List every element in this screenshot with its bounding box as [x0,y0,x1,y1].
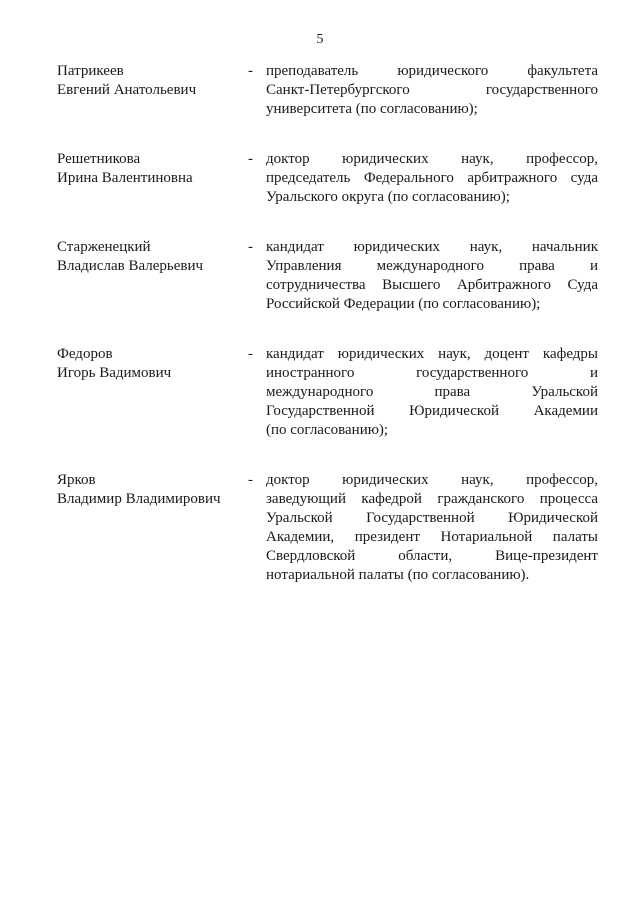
member-position [266,62,598,119]
separator-dash: - [248,472,253,488]
member-given-names: Владислав Валерьевич [57,258,204,274]
position-line: международного права Уральской [266,384,598,400]
member-surname: Решетникова [57,151,141,167]
position-line: Государственной Юридической Академии [266,403,598,419]
member-name [57,238,242,276]
position-line: Академии, президент Нотариальной палаты [266,529,598,545]
position-line: нотариальной палаты (по согласованию). [266,567,530,583]
member-position [266,238,598,314]
list-item [0,345,640,438]
position-line: председатель Федерального арбитражного суда [266,170,598,186]
list-item [0,238,640,312]
member-position [266,345,598,440]
member-given-names: Ирина Валентиновна [57,170,193,186]
position-line: кандидат юридических наук, доцент кафедры [266,346,598,362]
list-item [0,471,640,583]
member-surname: Старженецкий [57,239,151,255]
member-given-names: Игорь Вадимович [57,365,172,381]
member-name [57,345,242,383]
page-number: 5 [316,32,324,47]
member-surname: Патрикеев [57,63,124,79]
position-line: иностранного государственного и [266,365,598,381]
position-line: заведующий кафедрой гражданского процесса [266,491,598,507]
position-line: (по согласованию); [266,422,389,438]
separator-dash: - [248,63,253,79]
member-position [266,150,598,207]
position-line: сотрудничества Высшего Арбитражного Суда [266,277,598,293]
member-name [57,150,242,188]
position-line: кандидат юридических наук, начальник [266,239,598,255]
member-position [266,471,598,585]
position-line: университета (по согласованию); [266,101,478,117]
member-surname: Федоров [57,346,113,362]
member-name [57,62,242,100]
list-item [0,62,640,117]
list-item [0,150,640,205]
position-line: доктор юридических наук, профессор, [266,472,598,488]
position-line: Российской Федерации (по согласованию); [266,296,541,312]
member-given-names: Владимир Владимирович [57,491,221,507]
member-surname: Ярков [57,472,96,488]
position-line: Уральского округа (по согласованию); [266,189,510,205]
position-line: Свердловской области, Вице-президент [266,548,598,564]
position-line: доктор юридических наук, профессор, [266,151,598,167]
member-given-names: Евгений Анатольевич [57,82,197,98]
separator-dash: - [248,346,253,362]
position-line: Санкт-Петербургского государственного [266,82,598,98]
position-line: Управления международного права и [266,258,598,274]
position-line: Уральской Государственной Юридической [266,510,598,526]
separator-dash: - [248,239,253,255]
separator-dash: - [248,151,253,167]
member-name [57,471,242,509]
position-line: преподаватель юридического факультета [266,63,598,79]
